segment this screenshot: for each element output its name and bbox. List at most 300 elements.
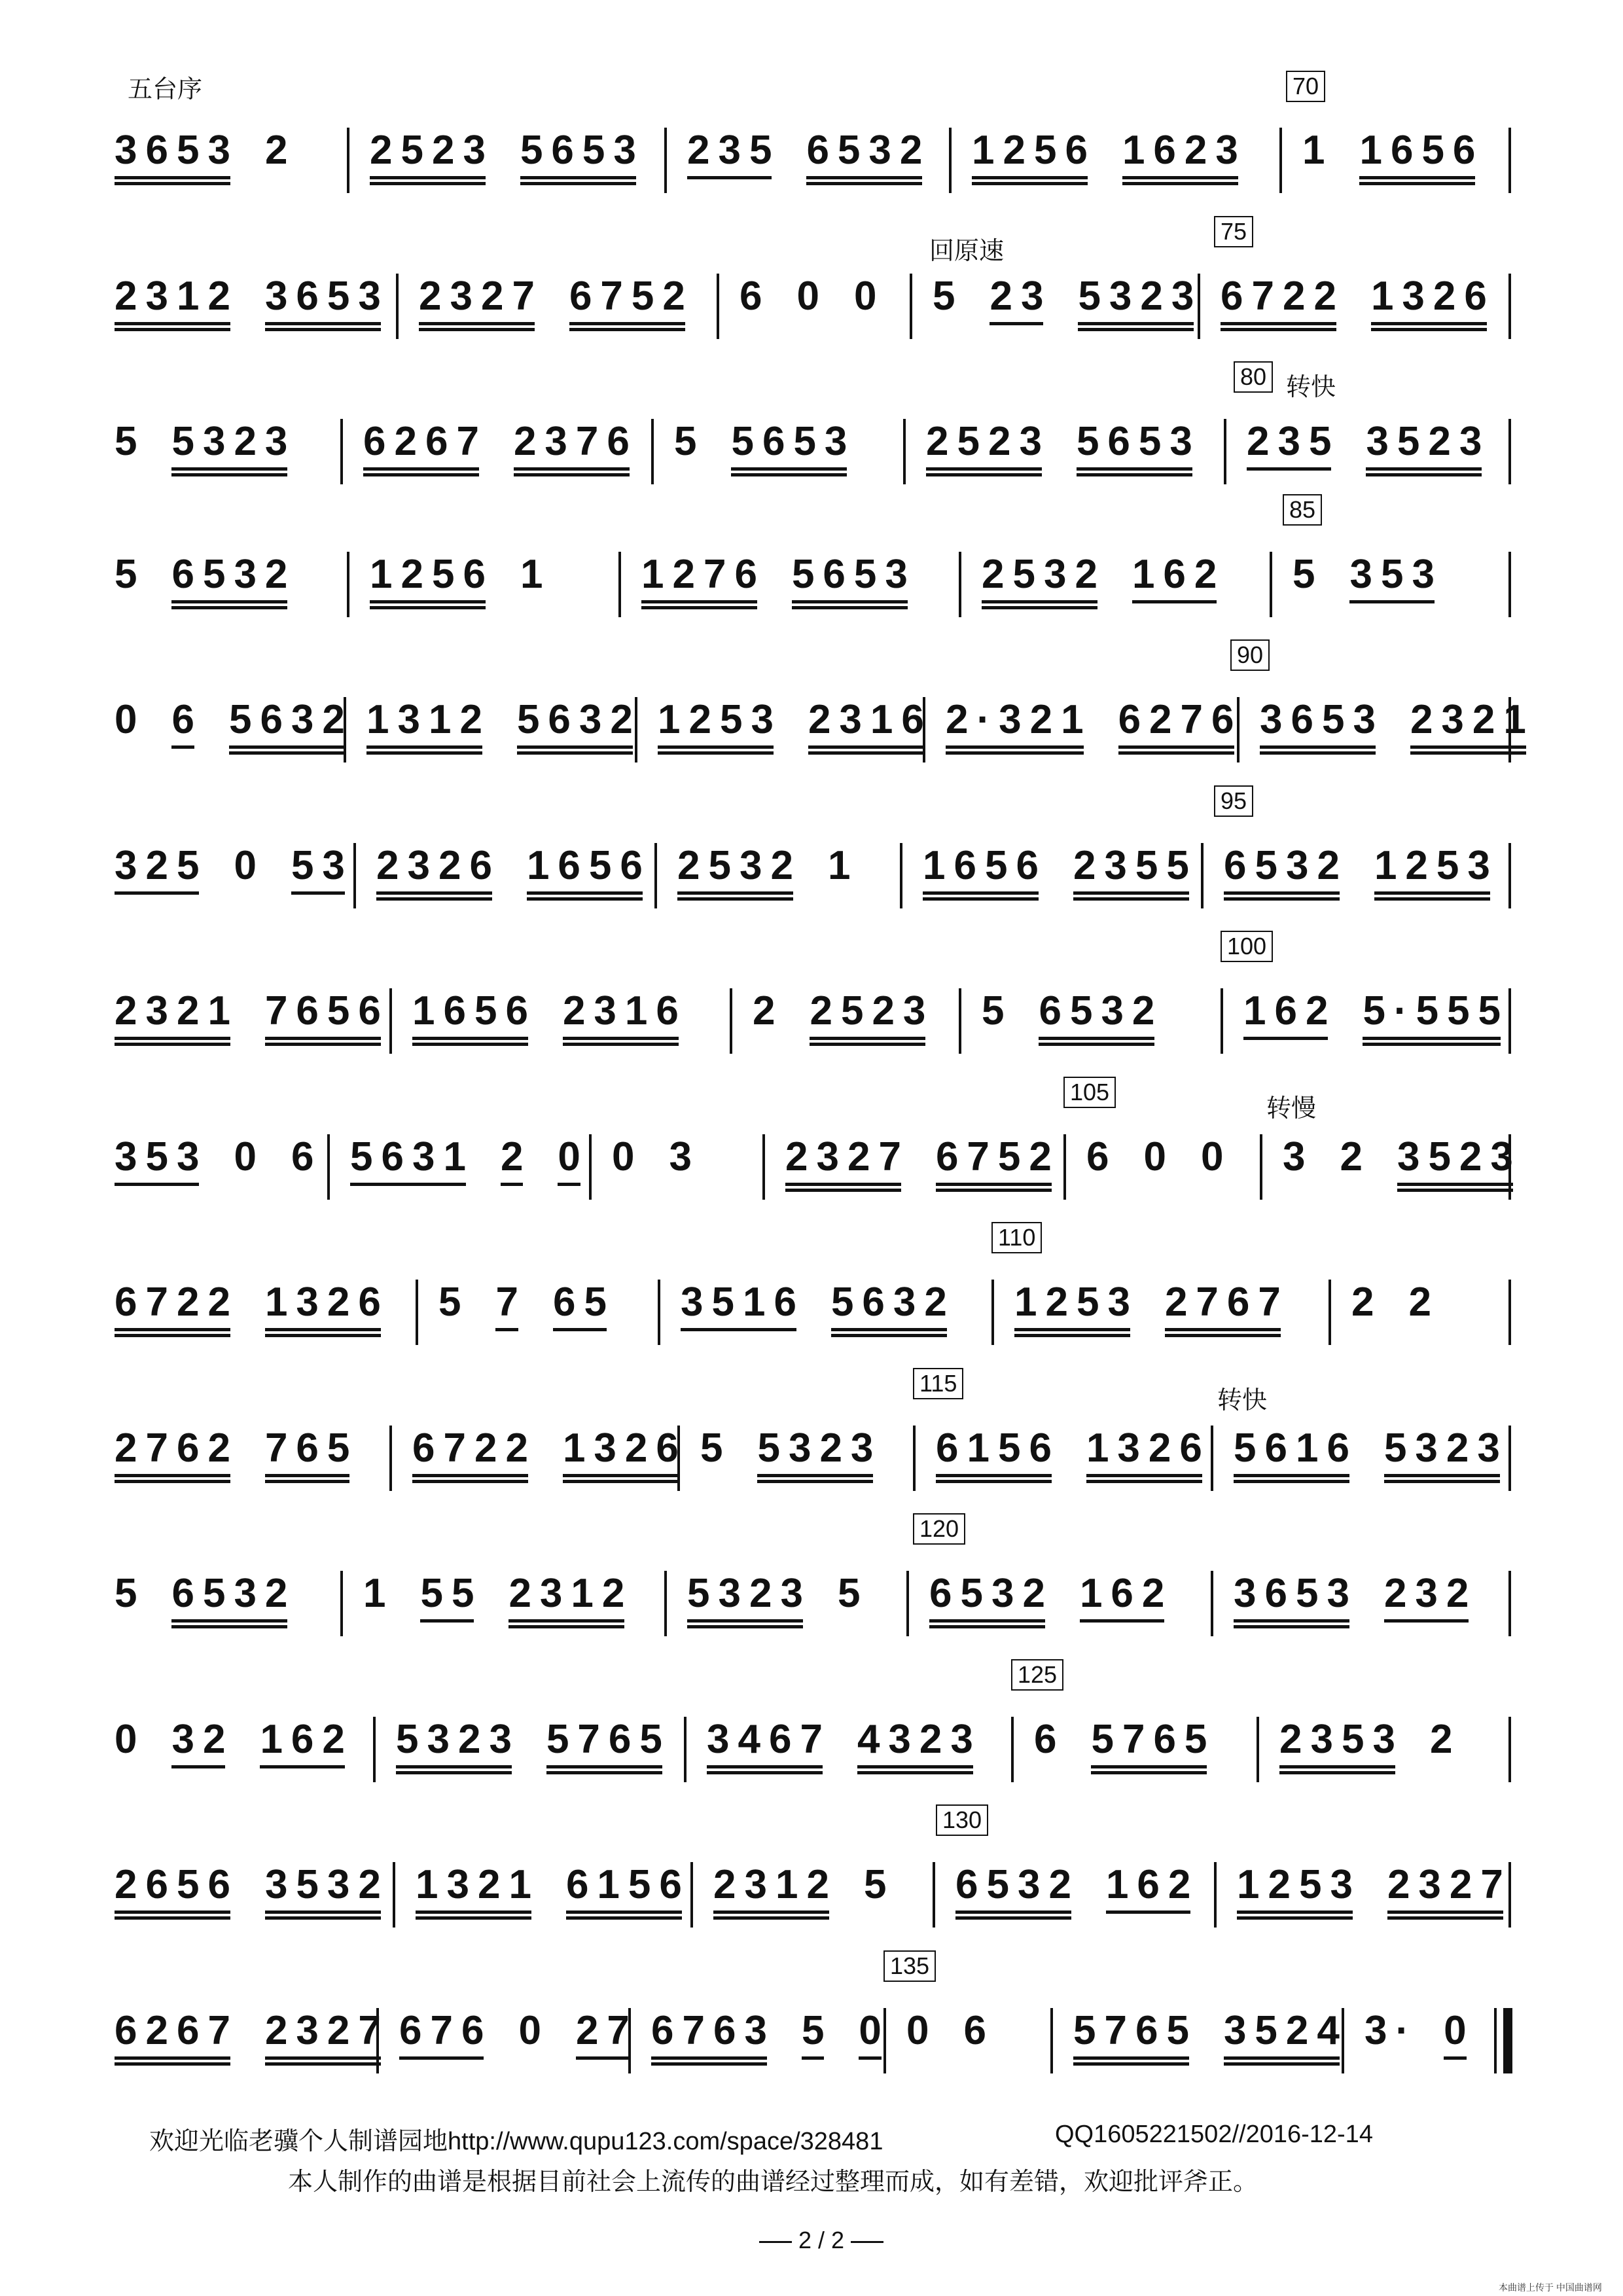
- measure-number: 90: [1230, 639, 1270, 671]
- measure: [115, 274, 389, 346]
- note-group: 6532: [171, 1571, 296, 1636]
- measure: [906, 2008, 995, 2080]
- note-group: 5: [674, 419, 705, 464]
- note-group: 0: [1200, 1134, 1232, 1179]
- note-group: 5323: [1384, 1426, 1508, 1491]
- note-group: 2: [1351, 1280, 1383, 1325]
- note-group: 6156: [936, 1426, 1060, 1491]
- measure: [115, 1134, 322, 1206]
- measure: [370, 128, 645, 200]
- measure: [416, 1862, 690, 1934]
- note-group: 1656: [923, 843, 1047, 908]
- measure: [1234, 1571, 1477, 1643]
- note-group: 5: [1293, 552, 1324, 597]
- note-group: 6752: [936, 1134, 1060, 1200]
- measure: [115, 843, 353, 915]
- measure: [946, 697, 1243, 769]
- measure: [412, 1426, 687, 1498]
- measure: [674, 419, 855, 491]
- note-group: 6: [740, 274, 771, 319]
- note-group: 4323: [857, 1717, 982, 1782]
- note-group: 1253: [1014, 1280, 1139, 1345]
- score-system: [115, 697, 1535, 769]
- measure: [1283, 1134, 1522, 1206]
- barline: [717, 274, 719, 339]
- note-group: 2: [501, 1134, 531, 1200]
- note-group: 6156: [566, 1862, 690, 1928]
- barline: [393, 1862, 395, 1928]
- note-group: 2: [264, 128, 296, 173]
- note-group: 6532: [1039, 988, 1163, 1054]
- measure: [1014, 1280, 1289, 1352]
- measure: [1302, 128, 1484, 200]
- note-group: 6532: [929, 1571, 1054, 1636]
- note-group: 0: [612, 1134, 643, 1179]
- barline: [903, 419, 906, 484]
- note-group: 676: [399, 2008, 492, 2073]
- note-group: 2353: [1279, 1717, 1404, 1782]
- barline: [347, 552, 349, 617]
- section-title: 五台序: [128, 76, 203, 103]
- measure: [713, 1862, 895, 1934]
- barline: [906, 1571, 909, 1636]
- note-group: 2312: [713, 1862, 838, 1928]
- measure: [115, 1426, 358, 1498]
- measure: [687, 1571, 868, 1643]
- note-group: 0: [558, 1134, 588, 1200]
- note-group: 162: [260, 1717, 353, 1782]
- note-group: 1276: [641, 552, 766, 617]
- note-group: 353: [1349, 552, 1442, 617]
- barline: [1201, 843, 1204, 908]
- final-barline: [1494, 2008, 1497, 2073]
- note-group: 2327: [1387, 1862, 1512, 1928]
- measure: [1221, 274, 1495, 346]
- note-group: 2321: [1410, 697, 1535, 762]
- measure: [1034, 1717, 1215, 1789]
- note-group: 5323: [1078, 274, 1202, 339]
- note-group: 1256: [370, 552, 494, 617]
- note-group: 2656: [115, 1862, 239, 1928]
- score-system: [115, 843, 1512, 915]
- measure: [115, 1717, 353, 1789]
- barline: [991, 1280, 994, 1345]
- measure-number: 130: [936, 1804, 988, 1836]
- measure: [1243, 988, 1509, 1060]
- note-group: 2523: [810, 988, 934, 1054]
- measure: [707, 1717, 982, 1789]
- measure-number: 95: [1214, 785, 1253, 817]
- measure: [412, 988, 687, 1060]
- barline: [347, 128, 349, 193]
- measure: [1279, 1717, 1461, 1789]
- note-group: 7: [495, 1280, 526, 1345]
- note-group: 2: [1429, 1717, 1461, 1762]
- barline: [340, 419, 343, 484]
- note-group: 5: [115, 552, 146, 597]
- measure: [753, 988, 934, 1060]
- measure: [740, 274, 885, 346]
- note-group: 0: [115, 697, 146, 742]
- note-group: 5·555: [1363, 988, 1509, 1054]
- barline: [730, 988, 732, 1054]
- barline: [913, 1426, 916, 1491]
- measure-number: 80: [1234, 361, 1273, 393]
- barline: [933, 1862, 935, 1928]
- note-group: 5653: [792, 552, 916, 617]
- note-group: 2327: [785, 1134, 910, 1200]
- note-group: 3524: [1224, 2008, 1348, 2073]
- measure: [376, 843, 651, 915]
- barline: [1063, 1134, 1066, 1200]
- barline: [628, 2008, 631, 2073]
- barline: [396, 274, 399, 339]
- note-group: 55: [420, 1571, 482, 1636]
- measure: [1260, 697, 1535, 769]
- measure: [350, 1134, 589, 1206]
- measure: [681, 1280, 955, 1352]
- barline: [1260, 1134, 1262, 1200]
- note-group: 2316: [563, 988, 687, 1054]
- measure-number: 115: [913, 1368, 963, 1399]
- note-group: 5765: [546, 1717, 671, 1782]
- barline: [1508, 1717, 1511, 1782]
- note-group: 5: [982, 988, 1013, 1033]
- note-group: 235: [1247, 419, 1340, 484]
- barline: [635, 697, 637, 762]
- measure-number: 70: [1286, 71, 1325, 102]
- note-group: 1312: [366, 697, 491, 762]
- tempo-annotation: 转慢: [1266, 1095, 1317, 1122]
- final-barline-thick: [1503, 2008, 1512, 2073]
- note-group: 0: [859, 2008, 889, 2073]
- measure: [115, 1862, 389, 1934]
- note-group: 2: [1340, 1134, 1371, 1179]
- note-group: 6532: [171, 552, 296, 617]
- note-group: 0: [234, 1134, 265, 1179]
- barline: [1237, 697, 1240, 762]
- note-group: 27: [576, 2008, 638, 2073]
- note-group: 1326: [563, 1426, 687, 1491]
- note-group: 7656: [265, 988, 389, 1054]
- measure: [370, 552, 551, 624]
- footer-website: 欢迎光临老骥个人制谱园地http://www.qupu123.com/space/328481: [149, 2128, 883, 2155]
- note-group: 1: [827, 843, 859, 888]
- note-group: 232: [1384, 1571, 1477, 1636]
- note-group: 6722: [1221, 274, 1345, 339]
- measure: [677, 843, 859, 915]
- measure-number: 100: [1221, 931, 1273, 962]
- measure: [1086, 1134, 1232, 1206]
- note-group: 3523: [1366, 419, 1490, 484]
- note-group: 2355: [1073, 843, 1198, 908]
- barline: [690, 1862, 693, 1928]
- score-system: [115, 2008, 1512, 2080]
- score-system: [115, 128, 1512, 200]
- note-group: 1: [363, 1571, 395, 1616]
- note-group: 5632: [831, 1280, 955, 1345]
- note-group: 2523: [370, 128, 494, 193]
- barline: [373, 1717, 376, 1782]
- note-group: 0: [1143, 1134, 1175, 1179]
- barline: [1211, 1426, 1213, 1491]
- score-system: [115, 1134, 1522, 1206]
- measure: [1351, 1280, 1440, 1352]
- barline: [664, 128, 667, 193]
- note-group: 65: [553, 1280, 615, 1345]
- note-group: 5323: [171, 419, 296, 484]
- note-group: 6: [1034, 1717, 1065, 1762]
- note-group: 2376: [514, 419, 638, 484]
- note-group: 2523: [926, 419, 1050, 484]
- note-group: 5: [115, 1571, 146, 1616]
- measure: [955, 1862, 1199, 1934]
- note-group: 3516: [681, 1280, 805, 1345]
- measure: [115, 2008, 389, 2080]
- barline: [1508, 1571, 1511, 1636]
- barline: [1221, 988, 1223, 1054]
- barline: [654, 843, 657, 908]
- note-group: 3523: [1397, 1134, 1522, 1200]
- note-group: 5323: [687, 1571, 812, 1636]
- barline: [664, 1571, 667, 1636]
- measure: [1364, 2008, 1475, 2080]
- barline: [376, 2008, 379, 2073]
- note-group: 3653: [115, 128, 239, 193]
- measure-number: 120: [913, 1513, 965, 1545]
- measure: [933, 274, 1202, 346]
- note-group: 5: [837, 1571, 869, 1616]
- measure: [972, 128, 1247, 200]
- measure-number: 125: [1011, 1659, 1063, 1691]
- barline: [762, 1134, 765, 1200]
- measure: [419, 274, 694, 346]
- note-group: 6752: [569, 274, 694, 339]
- note-group: 162: [1243, 988, 1336, 1054]
- barline: [416, 1280, 418, 1345]
- note-group: 1253: [1237, 1862, 1361, 1928]
- note-group: 0: [796, 274, 828, 319]
- note-group: 3532: [265, 1862, 389, 1928]
- barline: [344, 697, 346, 762]
- note-group: 6: [1086, 1134, 1118, 1179]
- note-group: 1321: [416, 1862, 540, 1928]
- note-group: 3: [1283, 1134, 1314, 1179]
- note-group: 5: [863, 1862, 895, 1907]
- score-system: [115, 1862, 1512, 1934]
- barline: [651, 419, 654, 484]
- barline: [618, 552, 621, 617]
- note-group: 1656: [1359, 128, 1484, 193]
- barline: [923, 697, 925, 762]
- measure-number: 85: [1283, 494, 1322, 526]
- note-group: 5653: [731, 419, 855, 484]
- note-group: 5765: [1073, 2008, 1198, 2073]
- footer-disclaimer: 本人制作的曲谱是根据目前社会上流传的曲谱经过整理而成，如有差错，欢迎批评斧正。: [288, 2168, 1258, 2196]
- note-group: 1623: [1122, 128, 1247, 193]
- measure: [363, 419, 638, 491]
- measure: [115, 988, 389, 1060]
- barline: [327, 1134, 330, 1200]
- note-group: 5632: [517, 697, 641, 762]
- barline: [1214, 1862, 1217, 1928]
- measure: [115, 552, 296, 624]
- note-group: 2762: [115, 1426, 239, 1491]
- note-group: 5: [802, 2008, 832, 2073]
- measure: [396, 1717, 671, 1789]
- measure-number: 135: [883, 1950, 936, 1982]
- barline: [1342, 2008, 1344, 2073]
- note-group: 6722: [115, 1280, 239, 1345]
- barline: [389, 1426, 392, 1491]
- measure: [115, 128, 296, 200]
- barline: [1508, 697, 1511, 762]
- note-group: 0: [1444, 2008, 1474, 2073]
- note-group: 1: [1302, 128, 1334, 173]
- barline: [883, 2008, 886, 2073]
- tempo-annotation: 转快: [1217, 1387, 1268, 1414]
- barline: [1508, 1862, 1511, 1928]
- measure: [641, 552, 916, 624]
- measure: [363, 1571, 633, 1643]
- note-group: 5: [438, 1280, 470, 1325]
- note-group: 5: [115, 419, 146, 464]
- footer-contact: QQ1605221502//2016-12-14: [1055, 2121, 1373, 2148]
- note-group: 2326: [376, 843, 501, 908]
- note-group: 6532: [1224, 843, 1348, 908]
- measure: [115, 697, 353, 769]
- note-group: 3653: [1234, 1571, 1358, 1636]
- note-group: 3·: [1364, 2008, 1418, 2053]
- note-group: 162: [1080, 1571, 1173, 1636]
- barline: [1508, 1134, 1511, 1200]
- score-system: [115, 274, 1512, 346]
- measure: [1224, 843, 1499, 915]
- note-group: 5: [933, 274, 964, 319]
- upload-stamp: 本曲谱上传于 中国曲谱网: [1499, 2282, 1602, 2293]
- note-group: 1656: [412, 988, 537, 1054]
- measure: [982, 552, 1225, 624]
- note-group: 6: [291, 1134, 323, 1179]
- note-group: 5323: [757, 1426, 882, 1491]
- note-group: 2327: [265, 2008, 389, 2073]
- note-group: 53: [291, 843, 353, 908]
- barline: [1508, 1426, 1511, 1491]
- page-number: 2 / 2: [753, 2227, 890, 2254]
- measure: [929, 1571, 1173, 1643]
- measure: [115, 1280, 389, 1352]
- note-group: 1253: [658, 697, 782, 762]
- note-group: 5632: [229, 697, 353, 762]
- measure: [1073, 2008, 1348, 2080]
- measure: [366, 697, 641, 769]
- barline: [900, 843, 902, 908]
- score-system: [115, 419, 1512, 491]
- note-group: 6: [171, 697, 202, 762]
- note-group: 6267: [363, 419, 488, 484]
- note-group: 325: [115, 843, 207, 908]
- note-group: 2532: [677, 843, 802, 908]
- note-group: 2767: [1165, 1280, 1289, 1345]
- note-group: 6763: [651, 2008, 776, 2073]
- note-group: 2316: [808, 697, 933, 762]
- barline: [959, 552, 961, 617]
- measure: [115, 419, 296, 491]
- note-group: 5765: [1091, 1717, 1215, 1782]
- barline: [677, 1426, 680, 1491]
- barline: [684, 1717, 687, 1782]
- note-group: 6532: [806, 128, 931, 193]
- barline: [1279, 128, 1282, 193]
- note-group: 2312: [508, 1571, 633, 1636]
- barline: [1011, 1717, 1014, 1782]
- note-group: 23: [990, 274, 1052, 339]
- measure: [936, 1426, 1211, 1498]
- barline: [959, 988, 961, 1054]
- measure: [115, 1571, 296, 1643]
- note-group: 6: [963, 2008, 995, 2053]
- note-group: 5616: [1234, 1426, 1358, 1491]
- measure: [923, 843, 1198, 915]
- note-group: 235: [687, 128, 780, 193]
- measure: [399, 2008, 638, 2080]
- note-group: 3467: [707, 1717, 831, 1782]
- barline: [1257, 1717, 1259, 1782]
- barline: [1224, 419, 1226, 484]
- note-group: 1656: [527, 843, 651, 908]
- note-group: 1326: [1371, 274, 1495, 339]
- note-group: 2321: [115, 988, 239, 1054]
- note-group: 5: [700, 1426, 732, 1471]
- note-group: 5653: [520, 128, 645, 193]
- note-group: 2: [1408, 1280, 1440, 1325]
- barline: [1508, 128, 1511, 193]
- measure: [1234, 1426, 1508, 1498]
- note-group: 0: [518, 2008, 550, 2053]
- measure: [926, 419, 1201, 491]
- note-group: 3653: [265, 274, 389, 339]
- barline: [1198, 274, 1200, 339]
- measure: [1237, 1862, 1512, 1934]
- measure: [651, 2008, 890, 2080]
- barline: [389, 988, 392, 1054]
- barline: [1508, 552, 1511, 617]
- barline: [1211, 1571, 1213, 1636]
- measure: [658, 697, 933, 769]
- measure: [438, 1280, 615, 1352]
- barline: [1508, 843, 1511, 908]
- barline: [1508, 274, 1511, 339]
- note-group: 162: [1106, 1862, 1199, 1928]
- measure: [982, 988, 1163, 1060]
- score-system: [115, 1571, 1512, 1643]
- note-group: 1326: [265, 1280, 389, 1345]
- measure: [1293, 552, 1443, 624]
- note-group: 5631: [350, 1134, 474, 1200]
- note-group: 32: [171, 1717, 234, 1782]
- note-group: 1253: [1374, 843, 1499, 908]
- barline: [353, 843, 356, 908]
- barline: [910, 274, 912, 339]
- note-group: 765: [265, 1426, 358, 1491]
- barline: [1050, 2008, 1053, 2073]
- measure: [1247, 419, 1490, 491]
- note-group: 5323: [396, 1717, 520, 1782]
- note-group: 6267: [115, 2008, 239, 2073]
- measure-number: 75: [1214, 216, 1253, 247]
- measure: [612, 1134, 700, 1206]
- note-group: 1: [520, 552, 552, 597]
